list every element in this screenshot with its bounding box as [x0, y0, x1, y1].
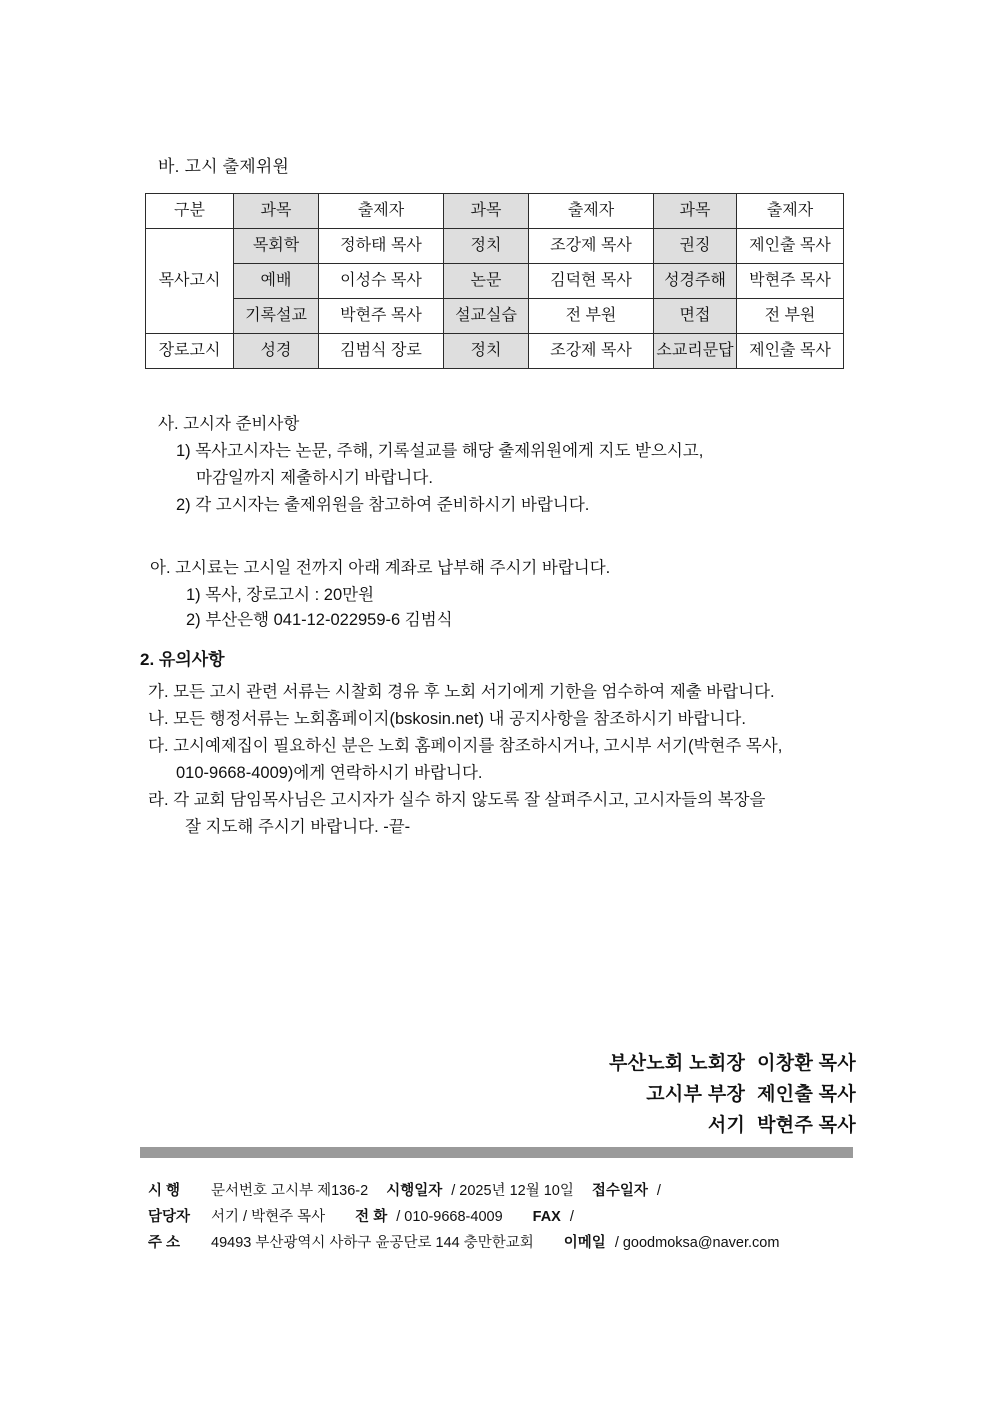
section-notice-item-da-line-1: 다. 고시예제집이 필요하신 분은 노회 홈페이지를 참조하시거나, 고시부 서기(박현주 목사, [148, 737, 783, 755]
footer-row-contact-person [148, 1204, 779, 1230]
footer-value-issue-date: / 2025년 12월 10일 [451, 1183, 574, 1199]
footer-value-fax: / [569, 1209, 574, 1225]
cell-examiner: 이성수 목사 [319, 264, 444, 299]
column-header-examiner-2: 출제자 [529, 194, 654, 229]
section-notice-item-ga: 가. 모든 고시 관련 서류는 시찰회 경유 후 노회 서기에게 기한을 엄수하여 제출 바랍니다. [148, 683, 775, 701]
footer-value-docnumber: 문서번호 고시부 제136-2 [211, 1183, 369, 1199]
signature-title-3: 서기 [707, 1115, 746, 1136]
table-row [146, 229, 844, 264]
cell-examiner: 박현주 목사 [737, 264, 844, 299]
cell-subject: 예배 [234, 264, 319, 299]
footer-value-address: 49493 부산광역시 사하구 윤공단로 144 충만한교회 [211, 1235, 534, 1251]
cell-subject: 권징 [654, 229, 737, 264]
footer-contact-block [148, 1178, 779, 1256]
cell-subject: 논문 [444, 264, 529, 299]
footer-divider-bar [140, 1147, 853, 1158]
signature-line-1 [609, 1048, 856, 1079]
table-row [146, 264, 844, 299]
section-sa-item-1-line-1: 1) 목사고시자는 논문, 주해, 기록설교를 해당 출제위원에게 지도 받으시고, [176, 442, 704, 460]
cell-examiner: 조강제 목사 [529, 229, 654, 264]
footer-row-address [148, 1230, 779, 1256]
section-notice-item-na: 나. 모든 행정서류는 노회홈페이지(bskosin.net) 내 공지사항을 참조하시기 바랍니다. [148, 710, 746, 728]
signature-title-2: 고시부 부장 [646, 1084, 746, 1105]
column-header-subject-3: 과목 [654, 194, 737, 229]
section-ah-item-2: 2) 부산은행 041-12-022959-6 김범식 [186, 611, 453, 629]
footer-row-issue [148, 1178, 779, 1204]
signature-line-2 [609, 1079, 856, 1110]
footer-label-person: 담당자 [148, 1209, 191, 1225]
column-header-subject-1: 과목 [234, 194, 319, 229]
cell-subject: 소교리문답 [654, 334, 737, 369]
signature-line-3 [609, 1110, 856, 1141]
cell-subject: 정치 [444, 229, 529, 264]
cell-examiner: 김범식 장로 [319, 334, 444, 369]
cell-examiner: 박현주 목사 [319, 299, 444, 334]
column-header-examiner-3: 출제자 [737, 194, 844, 229]
cell-examiner: 제인출 목사 [737, 229, 844, 264]
row-group-label-elder: 장로고시 [146, 334, 234, 369]
section-notice-item-ra-line-2: 잘 지도해 주시기 바랍니다. -끝- [185, 818, 411, 836]
footer-value-phone: / 010-9668-4009 [396, 1209, 503, 1225]
cell-examiner: 김덕현 목사 [529, 264, 654, 299]
footer-label-address: 주 소 [148, 1235, 181, 1251]
footer-value-email: / goodmoksa@naver.com [614, 1235, 780, 1251]
signature-name-1: 이창환 목사 [757, 1053, 856, 1074]
table-row [146, 299, 844, 334]
cell-subject: 설교실습 [444, 299, 529, 334]
footer-label-issue-date: 시행일자 [386, 1183, 443, 1199]
cell-subject: 기록설교 [234, 299, 319, 334]
cell-subject: 정치 [444, 334, 529, 369]
signature-name-3: 박현주 목사 [757, 1115, 856, 1136]
footer-label-email: 이메일 [563, 1235, 606, 1251]
section-ah-item-1: 1) 목사, 장로고시 : 20만원 [186, 586, 375, 604]
column-header-subject-2: 과목 [444, 194, 529, 229]
cell-examiner: 조강제 목사 [529, 334, 654, 369]
cell-examiner: 전 부원 [529, 299, 654, 334]
footer-label-fax: FAX [532, 1209, 561, 1225]
section-notice-heading: 2. 유의사항 [140, 650, 225, 669]
cell-examiner: 정하태 목사 [319, 229, 444, 264]
section-ah-heading: 아. 고시료는 고시일 전까지 아래 계좌로 납부해 주시기 바랍니다. [150, 559, 611, 577]
section-heading-committee: 바. 고시 출제위원 [158, 157, 290, 176]
section-notice-item-ra-line-1: 라. 각 교회 담임목사님은 고시자가 실수 하지 않도록 잘 살펴주시고, 고시자들의 복장을 [148, 791, 766, 809]
cell-examiner: 전 부원 [737, 299, 844, 334]
footer-label-issue: 시 행 [148, 1183, 181, 1199]
committee-table-container [145, 193, 843, 369]
footer-value-receipt-date: / [656, 1183, 661, 1199]
footer-label-receipt-date: 접수일자 [591, 1183, 648, 1199]
cell-subject: 면접 [654, 299, 737, 334]
signature-block [609, 1048, 856, 1141]
table-header-row [146, 194, 844, 229]
table-row [146, 334, 844, 369]
row-group-label-pastor: 목사고시 [146, 229, 234, 334]
cell-examiner: 제인출 목사 [737, 334, 844, 369]
footer-value-person: 서기 / 박현주 목사 [211, 1209, 326, 1225]
committee-table [145, 193, 844, 369]
footer-label-phone: 전 화 [355, 1209, 388, 1225]
cell-subject: 성경주해 [654, 264, 737, 299]
column-header-examiner-1: 출제자 [319, 194, 444, 229]
signature-name-2: 제인출 목사 [757, 1084, 856, 1105]
section-notice-item-da-line-2: 010-9668-4009)에게 연락하시기 바랍니다. [176, 764, 483, 782]
section-sa-heading: 사. 고시자 준비사항 [158, 415, 300, 433]
section-sa-item-1-line-2: 마감일까지 제출하시기 바랍니다. [196, 469, 433, 487]
cell-subject: 성경 [234, 334, 319, 369]
cell-subject: 목회학 [234, 229, 319, 264]
column-header-gubun: 구분 [146, 194, 234, 229]
signature-title-1: 부산노회 노회장 [608, 1053, 746, 1074]
section-sa-item-2: 2) 각 고시자는 출제위원을 참고하여 준비하시기 바랍니다. [176, 496, 590, 514]
